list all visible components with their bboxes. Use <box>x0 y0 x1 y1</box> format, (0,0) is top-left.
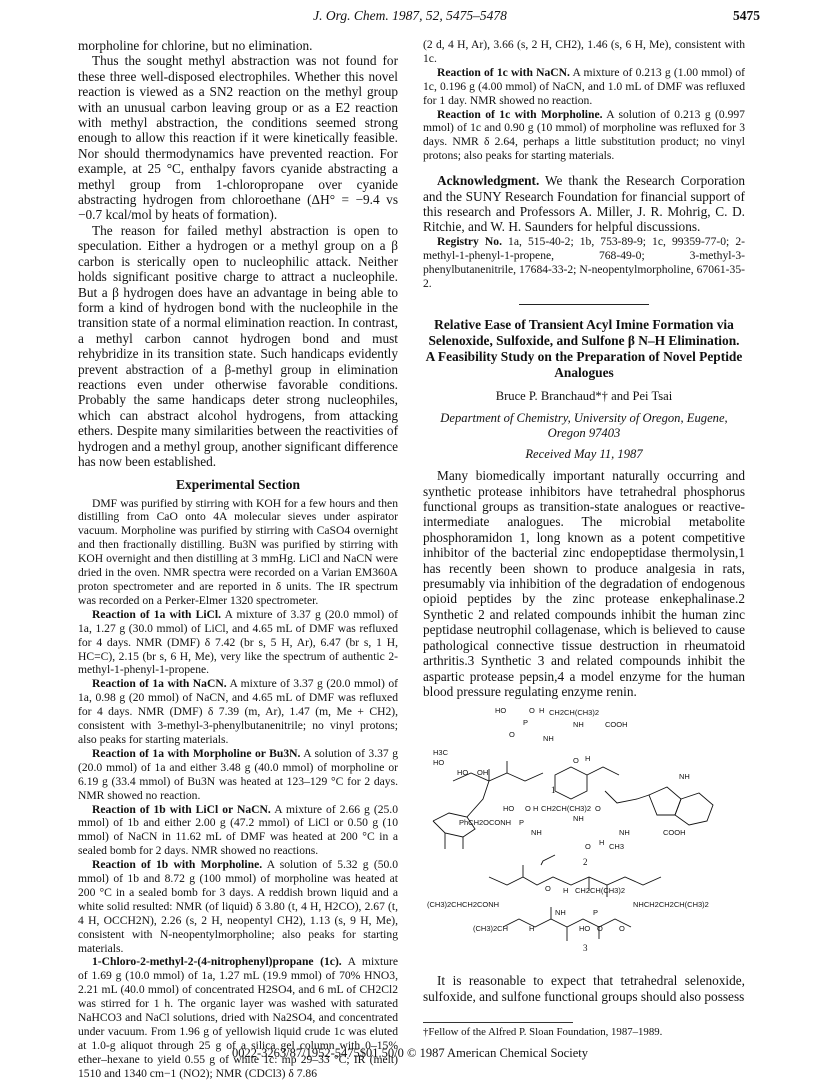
run-in-heading: Acknowledgment. <box>437 173 540 189</box>
paragraph: The reason for failed methyl abstraction is open to speculation. Either a hydrogen or a methyl group on a β carbon is sterically open to nucleophilic attack. Neither holds significant positive charge to attract a nucleophile. But a β hydrogen does have an advantage in being able to form a kind of hydrogen bond with the nucleophile in the transition state of a normal elimination reaction. In contrast, a methyl carbon cannot hydrogen bond and must rehybridize in its transition state. Such handicaps evidently prevent abstraction of a β-methyl group in elimination reactions even under otherwise favorable conditions. Probably the same handicaps deter strong nucleophiles, which can abstract alcohol hydrogens, from attacking ethers. Despite many similarities between the reactivities of hydrogen and a methyl group, another significant difference has now been established. <box>78 222 398 469</box>
compound-number: 2 <box>583 857 588 868</box>
atom-label: NH <box>573 720 584 730</box>
paragraph: morpholine for chlorine, but no elimination. <box>78 38 313 53</box>
paragraph: Reaction of 1b with Morpholine. A solution of 5.32 g (50.0 mmol) of 1b and 8.72 g (100 mmol) of morpholine was heated at 200 °C in a sealed bomb for 3 days. A reddish brown liquid and a white solid resulted: NMR (of liquid) δ 3.80 (t, 4 H, H2CO), 2.67 (t, 4 H, OCCH2N), 2.26 (s, 2 H, neopentyl CH2), 1.13 (s, 9 H, Me), consistent with N-neopentylmorpholine; also peaks for starting materials. <box>78 858 398 955</box>
atom-label: HO <box>579 924 591 934</box>
atom-label: O <box>545 884 551 894</box>
atom-label: P <box>523 718 529 728</box>
paragraph: 1-Chloro-2-methyl-2-(4-nitrophenyl)propane (1c). A mixture of 1.69 g (10.0 mmol) of 1a, 1.27 mL (19.9 mmol) of 70% HNO3, 2.21 mL (40.0 mmol) of concentrated H2SO4, and 6 mL of CH2Cl2 was stirred for 1 h. The organic layer was washed with saturated NaHCO3 and NaCl solutions, dried with Na2SO4, and concentrated under vacuum. From 1.96 g of yellowish liquid crude 1c was eluted at 1.0-g aliquot through 25 g of a silica gel column with 0–15% ether–hexane to yield 0.55 g of white 1c: mp 29–33 °C; IR (melt) 1510 and 1340 cm−1 (NO2); NMR (CDCl3) δ 7.86 <box>78 955 398 1080</box>
journal-citation: J. Org. Chem. 1987, 52, 5475–5478 <box>313 8 507 23</box>
paragraph: Reaction of 1c with NaCN. A mixture of 0.213 g (1.00 mmol) of 1c, 0.196 g (4.00 mmol) of NaCN, and 1.0 mL of DMF was refluxed for 1 day. NMR showed no reaction. <box>423 65 745 107</box>
right-column <box>423 38 745 1004</box>
atom-label: (CH3)2CHCH2CONH <box>427 900 500 910</box>
compound-number: 1 <box>551 785 556 796</box>
registry-numbers: Registry No. 1a, 515-40-2; 1b, 753-89-9; 1c, 99359-77-0; 2-methyl-1-phenyl-1-propene, 768-49-0; 3-methyl-3-phenylbutanenitrile, 17684-33-2; N-neopentylmorpholine, 67061-35-2. <box>423 234 745 290</box>
paragraph: Thus the sought methyl abstraction was not found for these three well-disposed electrophiles. Whether this novel reaction is viewed as a SN2 reaction on the methyl group with an unusual carbon leaving group or as a E2 reaction with methyl abstraction, the conditions seemed strong enough to allow this reaction if it were kinetically feasible. Nor should thermodynamics have prevented reaction. For example, at 25 °C, enthalpy favors cyanide abstracting a methyl group from 1-chloropropane over cyanide abstracting hydrogen from chloroethane (ΔH° = −9.4 vs −0.7 kcal/mol by heats of formation). <box>78 53 398 223</box>
atom-label: O <box>585 842 591 852</box>
page-header <box>60 8 760 28</box>
atom-label: PhCH2OCONH <box>459 818 512 828</box>
page-number: 5475 <box>733 8 760 23</box>
atom-label: P <box>519 818 525 828</box>
atom-label: NH <box>573 814 584 824</box>
atom-label: H <box>533 804 539 814</box>
atom-label: NH <box>543 734 554 744</box>
atom-label: O <box>525 804 531 814</box>
run-in-heading: Reaction of 1b with LiCl or NaCN. <box>92 802 271 816</box>
atom-label: H <box>563 886 569 896</box>
atom-label: O <box>597 924 603 934</box>
chemical-structures <box>423 703 745 965</box>
paragraph: Reaction of 1c with Morpholine. A solution of 0.213 g (0.997 mmol) of 1c and 0.90 g (10 mmol) of morpholine was refluxed for 3 days. NMR δ 2.64, perhaps a little substitution product; no vinyl protons; also peaks for starting materials. <box>423 107 745 163</box>
paragraph: Reaction of 1a with Morpholine or Bu3N. A solution of 3.37 g (20.0 mmol) of 1a and either 3.48 g (40.0 mmol) of morpholine or 6.19 g (33.4 mmol) of Bu3N was heated at 123–129 °C for 2 days. NMR showed no reaction. <box>78 746 398 802</box>
atom-label: H <box>529 924 535 934</box>
article-affiliation: Department of Chemistry, University of Oregon, Eugene, Oregon 97403 <box>440 410 728 440</box>
atom-label: COOH <box>663 828 686 838</box>
article-divider <box>519 304 649 305</box>
run-in-heading: Reaction of 1a with LiCl. <box>92 607 222 621</box>
section-heading: Experimental Section <box>175 477 301 493</box>
atom-label: O <box>573 756 579 766</box>
acknowledgment: Acknowledgment. We thank the Research Corporation and the SUNY Research Foundation for financial support of this research and Professors A. Miller, J. R. Mohrig, C. D. Ritchie, and W. H. Saunders for helpful discussions. <box>423 173 745 235</box>
atom-label: O <box>529 706 535 716</box>
paragraph: Reaction of 1b with LiCl or NaCN. A mixture of 2.66 g (25.0 mmol) of 1b and either 2.00 g (47.2 mmol) of LiCl or 0.50 g (10 mmol) of NaCN in 11.62 mL of DMF was heated at 200 °C in a sealed bomb for 2 days. NMR showed no reactions. <box>78 802 399 858</box>
structures-figure <box>423 703 745 965</box>
atom-label: HO <box>433 758 445 768</box>
article-authors: Bruce P. Branchaud*† and Pei Tsai <box>495 389 673 404</box>
run-in-heading: Reaction of 1b with Morpholine. <box>92 858 263 872</box>
atom-label: NH <box>679 772 690 782</box>
run-in-heading: Reaction of 1a with Morpholine or Bu3N. <box>92 746 301 760</box>
atom-label: (CH3)2CH <box>473 924 509 934</box>
footnote-divider <box>423 1022 573 1023</box>
received-date: Received May 11, 1987 <box>525 447 643 462</box>
paragraph: Reaction of 1a with NaCN. A mixture of 3.37 g (20.0 mmol) of 1a, 0.98 g (20 mmol) of NaCN, and 4.65 mL of DMF was refluxed for 4 days. NMR (DMF) δ 7.39 (m, Ar), 1.47 (m, Me + CH2), consistent with 3-methyl-3-phenylbutanenitrile; no vinyl protons; also peaks for starting materials. <box>78 677 398 746</box>
atom-label: HO <box>495 706 507 716</box>
atom-label: NH <box>531 828 542 838</box>
compound-number: 3 <box>583 943 588 954</box>
atom-label: H <box>539 706 545 716</box>
paragraph: DMF was purified by stirring with KOH for a few hours and then distilling from CaO onto 4A molecular sieves under aspirator vacuum. Morpholine was purified by stirring with CaSO4 overnight and then fractionally distilling. Bu3N was purified by stirring with KOH overnight and then distilling at 3 mmHg. LiCl and NaCN were dried in the oven. NMR spectra were recorded on a Varian EM360A proton spectrometer and are reported in δ units. The IR spectrum was recorded on a Perker-Elmer 1320 spectrometer. <box>78 496 398 607</box>
atom-label: CH2CH(CH3)2 <box>541 804 592 814</box>
atom-label: OH <box>477 768 489 778</box>
run-in-heading: Reaction of 1c with NaCN. <box>437 65 570 79</box>
atom-label: H <box>585 754 591 764</box>
run-in-heading: Reaction of 1c with Morpholine. <box>437 107 603 121</box>
atom-label: CH3 <box>609 842 625 852</box>
atom-label: CH2CH(CH3)2 <box>549 708 600 718</box>
atom-label: NH <box>619 828 630 838</box>
atom-label: O <box>509 730 515 740</box>
atom-label: O <box>595 804 601 814</box>
atom-label: COOH <box>605 720 628 730</box>
paragraph: Many biomedically important naturally occurring and synthetic protease inhibitors have tetrahedral phosphorus functional groups as transition-state analogues or reactive-intermediate analogues. The microbial metabolite phosphoramidon 1, long known as a potent competitive inhibitor of the bacterial zinc endopeptidase thermolysin,1 has recently been shown to produce analgesia in rats, presumably via inhibition of the degradation of endogenous opioid peptides by the zinc protease enkephalinase.2 Synthetic 2 and related compounds inhibit the human zinc peptidase neutrophil collagenase, which is believed to cause pathological connective tissue destruction in rheumatoid arthritis.3 Synthetic 3 and related compounds inhibit the aspartic protease pepsin,4 a model enzyme for the human blood pressure regulating enzyme renin. <box>423 468 745 699</box>
atom-label: H <box>599 838 605 848</box>
paragraph: Reaction of 1a with LiCl. A mixture of 3.37 g (20.0 mmol) of 1a, 1.27 g (30.0 mmol) of LiCl, and 4.65 mL of DMF was refluxed for 4 days. NMR (DMF) δ 7.42 (br s, 5 H, Ar), 6.47 (br s, 1 H, HC=C), 2.15 (br s, 6 H, Me), very like the spectrum of authentic 2-methyl-1-phenyl-1-propene. <box>78 607 399 677</box>
atom-label: P <box>593 908 599 918</box>
article-title: Relative Ease of Transient Acyl Imine Formation via Selenoxide, Sulfoxide, and Sulfone β N–H Elimination. A Feasibility Study on the Preparation of Novel Peptide Analogues <box>425 317 743 381</box>
copyright-line: 0022-3263/87/1952-5475$01.50/0 © 1987 American Chemical Society <box>232 1046 588 1060</box>
left-column <box>78 38 398 1081</box>
paragraph: It is reasonable to expect that tetrahedral selenoxide, sulfoxide, and sulfone functional groups should also possess <box>423 973 745 1004</box>
atom-label: CH2CH(CH3)2 <box>575 886 626 896</box>
atom-label: HO <box>457 768 469 778</box>
run-in-heading: Registry No. <box>437 234 502 248</box>
atom-label: NHCH2CH2CH(CH3)2 <box>633 900 709 910</box>
run-in-heading: Reaction of 1a with NaCN. <box>92 677 227 691</box>
atom-label: NH <box>555 908 566 918</box>
atom-label: HO <box>503 804 515 814</box>
atom-label: O <box>619 924 625 934</box>
run-in-heading: 1-Chloro-2-methyl-2-(4-nitrophenyl)propane (1c). <box>92 955 342 969</box>
footnote: †Fellow of the Alfred P. Sloan Foundation, 1987–1989. <box>423 1026 663 1038</box>
atom-label: H3C <box>433 748 449 758</box>
paragraph: (2 d, 4 H, Ar), 3.66 (s, 2 H, CH2), 1.46 (s, 6 H, Me), consistent with 1c. <box>423 38 745 65</box>
